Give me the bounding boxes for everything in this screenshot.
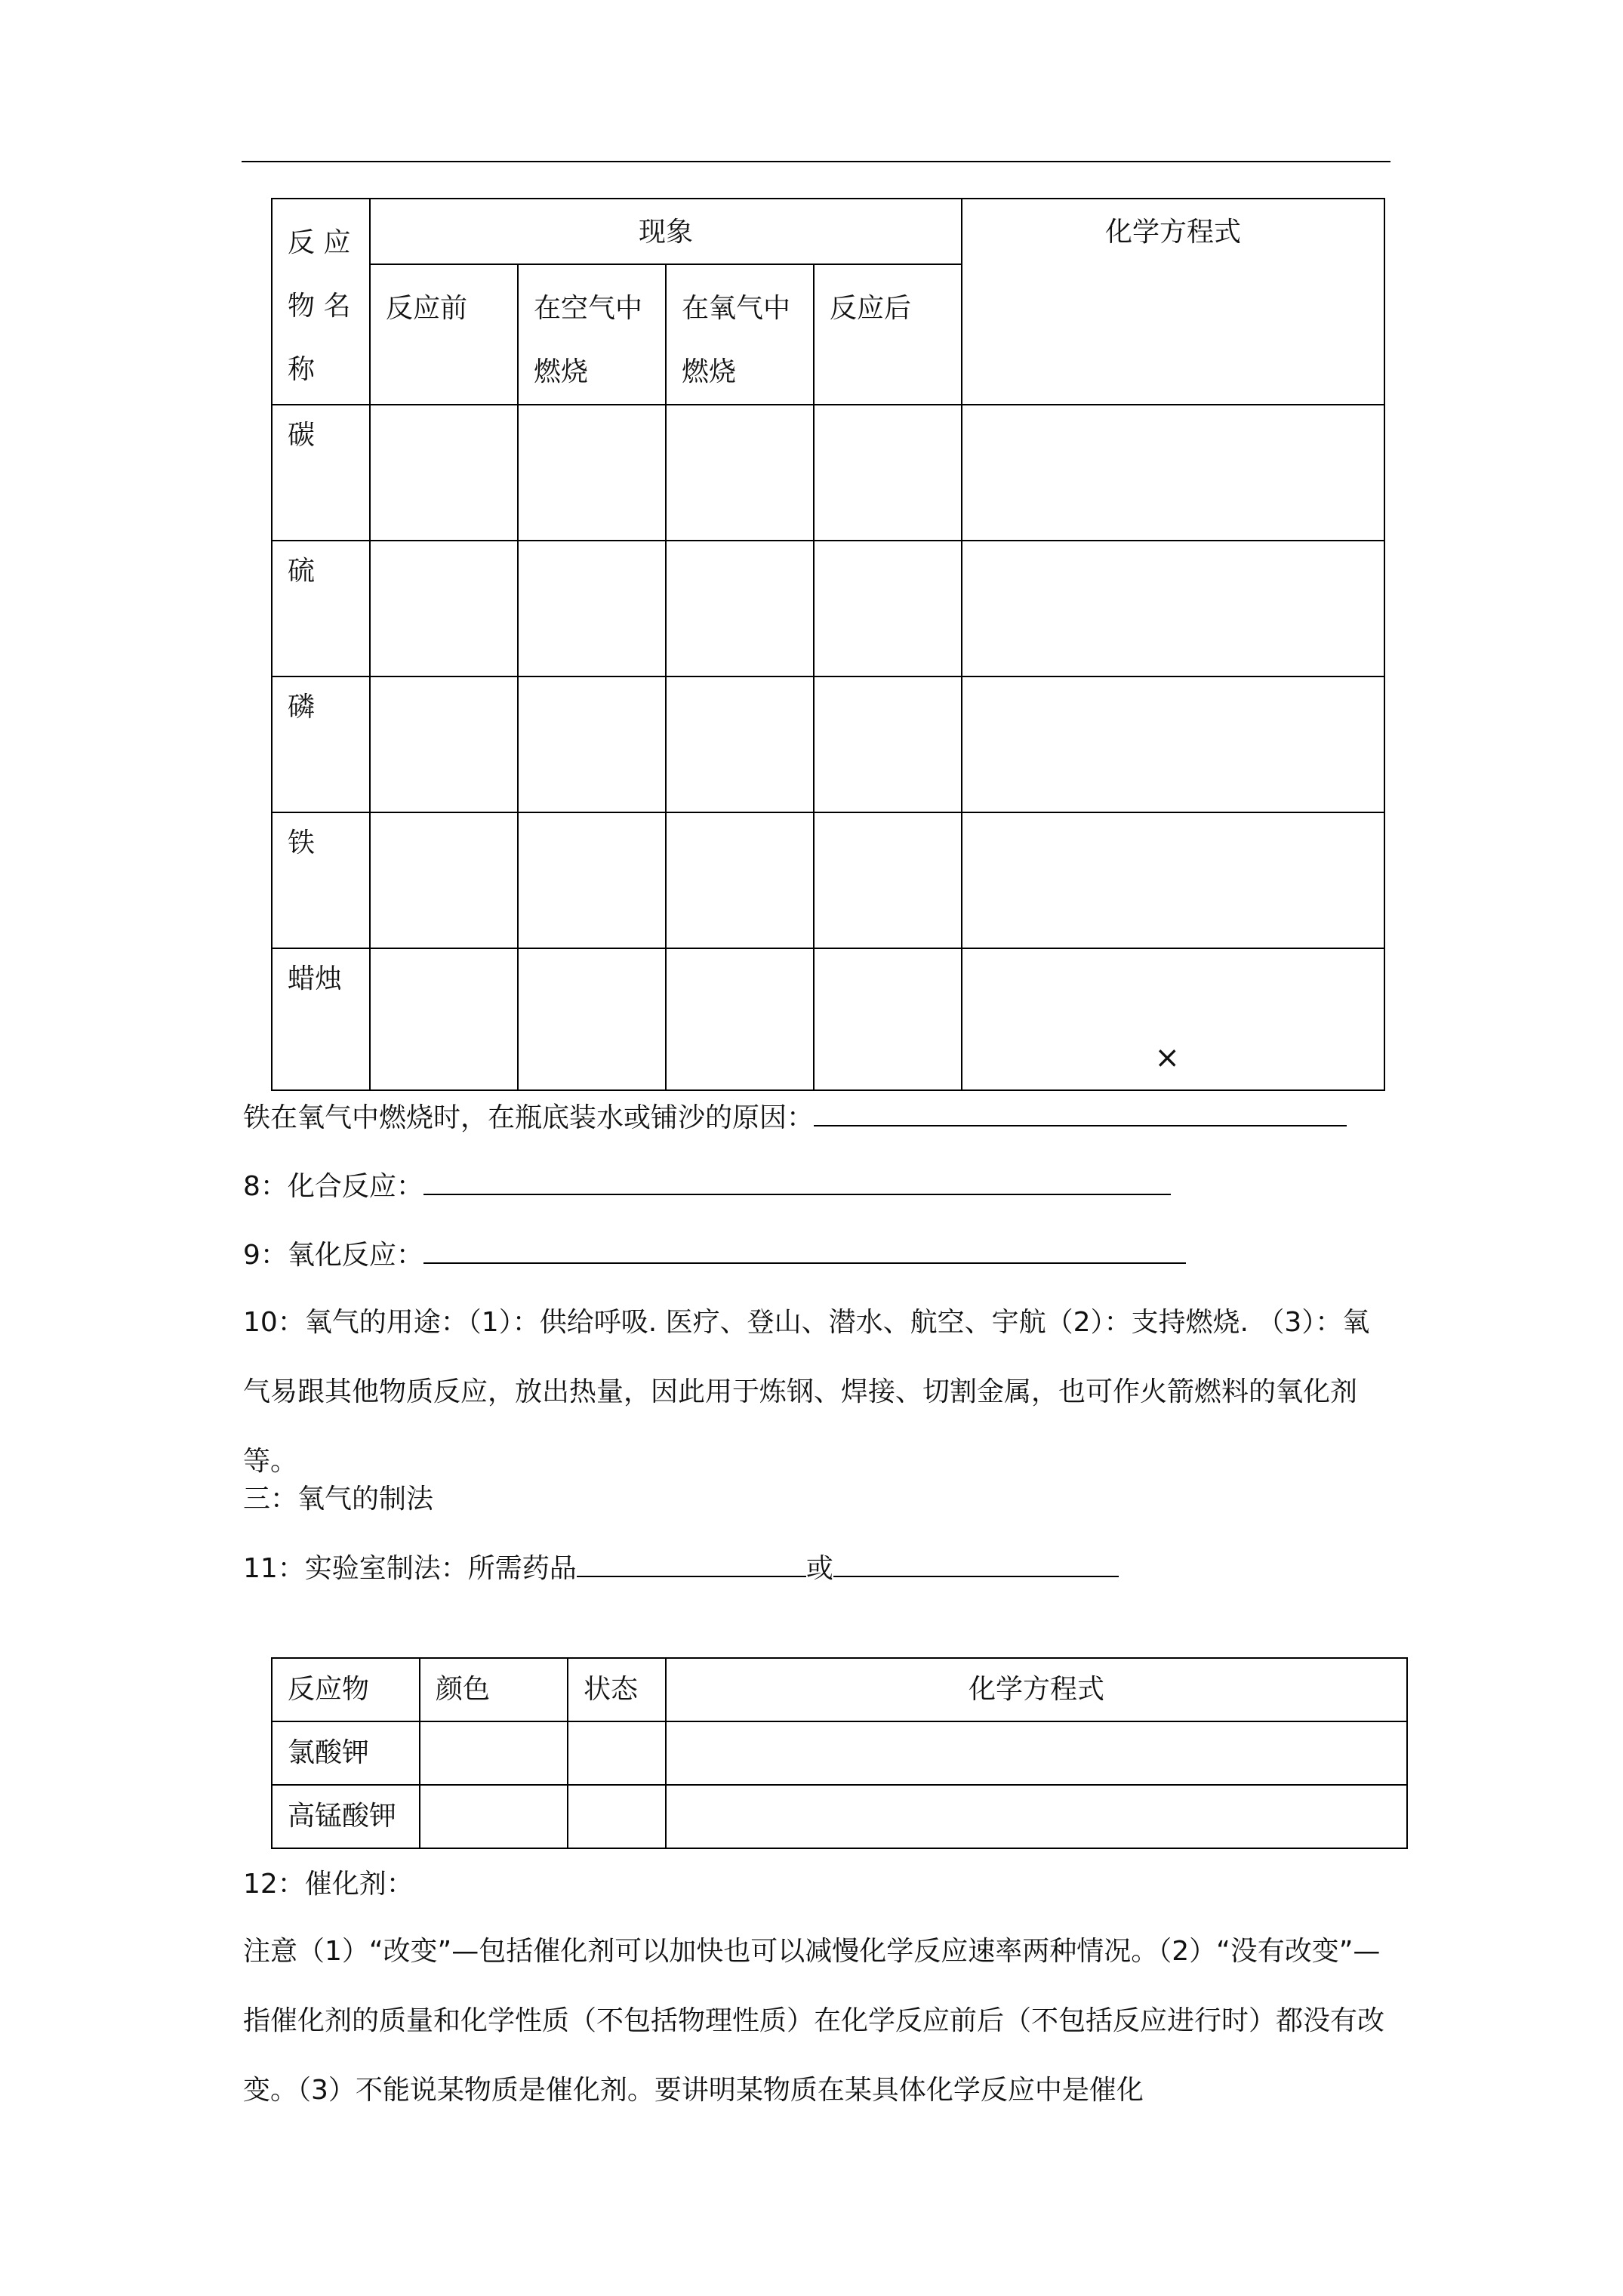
row-label-candle: 蜡烛 bbox=[272, 948, 370, 1090]
answer-cell[interactable] bbox=[518, 541, 666, 676]
item11-text: 11：实验室制法：所需药品 bbox=[243, 1553, 577, 1584]
answer-cell[interactable] bbox=[666, 812, 814, 948]
reactant-name-header bbox=[272, 199, 370, 405]
subheader-line: 在氧气中 bbox=[682, 293, 791, 324]
subheader-line: 燃烧 bbox=[534, 356, 589, 387]
answer-cell[interactable] bbox=[420, 1721, 568, 1785]
subheader-in-oxygen bbox=[666, 264, 814, 405]
table-row bbox=[272, 405, 1384, 541]
answer-cell[interactable] bbox=[962, 676, 1384, 812]
answer-cell[interactable] bbox=[814, 812, 962, 948]
table-row bbox=[272, 812, 1384, 948]
item11-blank-1[interactable] bbox=[577, 1550, 806, 1577]
answer-cell[interactable] bbox=[370, 676, 518, 812]
row-label-potassium-permanganate: 高锰酸钾 bbox=[272, 1785, 420, 1848]
answer-cell[interactable] bbox=[518, 948, 666, 1090]
subheader-in-air bbox=[518, 264, 666, 405]
table-row bbox=[272, 1721, 1407, 1785]
answer-cell[interactable] bbox=[370, 948, 518, 1090]
header-line: 反 应 bbox=[288, 227, 351, 258]
answer-cell[interactable] bbox=[814, 405, 962, 541]
answer-cell[interactable] bbox=[420, 1785, 568, 1848]
item9-blank[interactable] bbox=[423, 1237, 1186, 1264]
equation-header: 化学方程式 bbox=[962, 199, 1384, 405]
combustion-table bbox=[271, 198, 1385, 1091]
subheader-line: 反应前 bbox=[386, 293, 468, 324]
candle-mark: × bbox=[1154, 1040, 1181, 1075]
lab-preparation-table bbox=[271, 1657, 1408, 1849]
answer-cell[interactable] bbox=[370, 405, 518, 541]
table-header-row bbox=[272, 1658, 1407, 1721]
answer-cell[interactable] bbox=[370, 541, 518, 676]
table-row bbox=[272, 541, 1384, 676]
iron-reason-blank[interactable] bbox=[814, 1099, 1347, 1126]
section3-heading: 三：氧气的制法 bbox=[243, 1484, 434, 1515]
answer-cell[interactable] bbox=[568, 1785, 666, 1848]
phenomena-header: 现象 bbox=[370, 199, 962, 264]
table-row bbox=[272, 676, 1384, 812]
header-reactant: 反应物 bbox=[272, 1658, 420, 1721]
item8-line bbox=[243, 1168, 1171, 1205]
answer-cell[interactable] bbox=[962, 541, 1384, 676]
answer-cell[interactable] bbox=[666, 676, 814, 812]
subheader-line: 反应后 bbox=[830, 293, 912, 324]
item8-blank[interactable] bbox=[423, 1168, 1171, 1195]
item10-paragraph: 10：氧气的用途：（1）：供给呼吸. 医疗、登山、潜水、航空、宇航（2）：支持燃烧. （3）：氧气易跟其他物质反应，放出热量，因此用于炼钢、焊接、切割金属，也可作火箭燃料的氧化剂等。 bbox=[243, 1307, 1370, 1477]
item8-text: 8：化合反应： bbox=[243, 1171, 423, 1202]
answer-cell[interactable] bbox=[962, 405, 1384, 541]
answer-cell[interactable] bbox=[814, 676, 962, 812]
table-row bbox=[272, 948, 1384, 1090]
header-line: 物 名 bbox=[288, 291, 351, 322]
answer-cell[interactable] bbox=[666, 541, 814, 676]
item11-line bbox=[243, 1550, 1119, 1587]
row-label-potassium-chlorate: 氯酸钾 bbox=[272, 1721, 420, 1785]
subheader-after bbox=[814, 264, 962, 405]
subheader-before bbox=[370, 264, 518, 405]
answer-cell[interactable] bbox=[666, 1785, 1407, 1848]
answer-cell[interactable] bbox=[666, 948, 814, 1090]
table-header-row bbox=[272, 199, 1384, 264]
answer-cell[interactable] bbox=[814, 541, 962, 676]
row-label-carbon: 碳 bbox=[272, 405, 370, 541]
answer-cell[interactable] bbox=[518, 812, 666, 948]
row-label-phosphorus: 磷 bbox=[272, 676, 370, 812]
answer-cell[interactable] bbox=[962, 948, 1384, 1090]
item11-or: 或 bbox=[805, 1553, 833, 1584]
row-label-sulfur: 硫 bbox=[272, 541, 370, 676]
catalyst-note: 注意（1）“改变”—包括催化剂可以加快也可以减慢化学反应速率两种情况。（2）“没有改变”—指催化剂的质量和化学性质（不包括物理性质）在化学反应前后（不包括反应进行时）都没有改变。（3）不能说某物质是催化剂。要讲明某物质在某具体化学反应中是催化 bbox=[243, 1936, 1385, 2106]
row-label-iron: 铁 bbox=[272, 812, 370, 948]
answer-cell[interactable] bbox=[666, 1721, 1407, 1785]
answer-cell[interactable] bbox=[962, 812, 1384, 948]
item12-heading: 12：催化剂： bbox=[243, 1869, 414, 1900]
header-line: 称 bbox=[288, 354, 316, 385]
item9-text: 9：氧化反应： bbox=[243, 1240, 423, 1271]
subheader-line: 在空气中 bbox=[534, 293, 643, 324]
iron-reason-text: 铁在氧气中燃烧时，在瓶底装水或铺沙的原因： bbox=[243, 1102, 815, 1133]
header-state: 状态 bbox=[568, 1658, 666, 1721]
iron-reason-line bbox=[243, 1099, 1347, 1136]
answer-cell[interactable] bbox=[518, 405, 666, 541]
table-row bbox=[272, 1785, 1407, 1848]
item11-blank-2[interactable] bbox=[833, 1550, 1119, 1577]
header-color: 颜色 bbox=[420, 1658, 568, 1721]
header-rule bbox=[242, 161, 1390, 162]
answer-cell[interactable] bbox=[568, 1721, 666, 1785]
subheader-line: 燃烧 bbox=[682, 356, 737, 387]
item9-line bbox=[243, 1237, 1186, 1274]
answer-cell[interactable] bbox=[518, 676, 666, 812]
answer-cell[interactable] bbox=[814, 948, 962, 1090]
answer-cell[interactable] bbox=[370, 812, 518, 948]
answer-cell[interactable] bbox=[666, 405, 814, 541]
header-equation: 化学方程式 bbox=[666, 1658, 1407, 1721]
